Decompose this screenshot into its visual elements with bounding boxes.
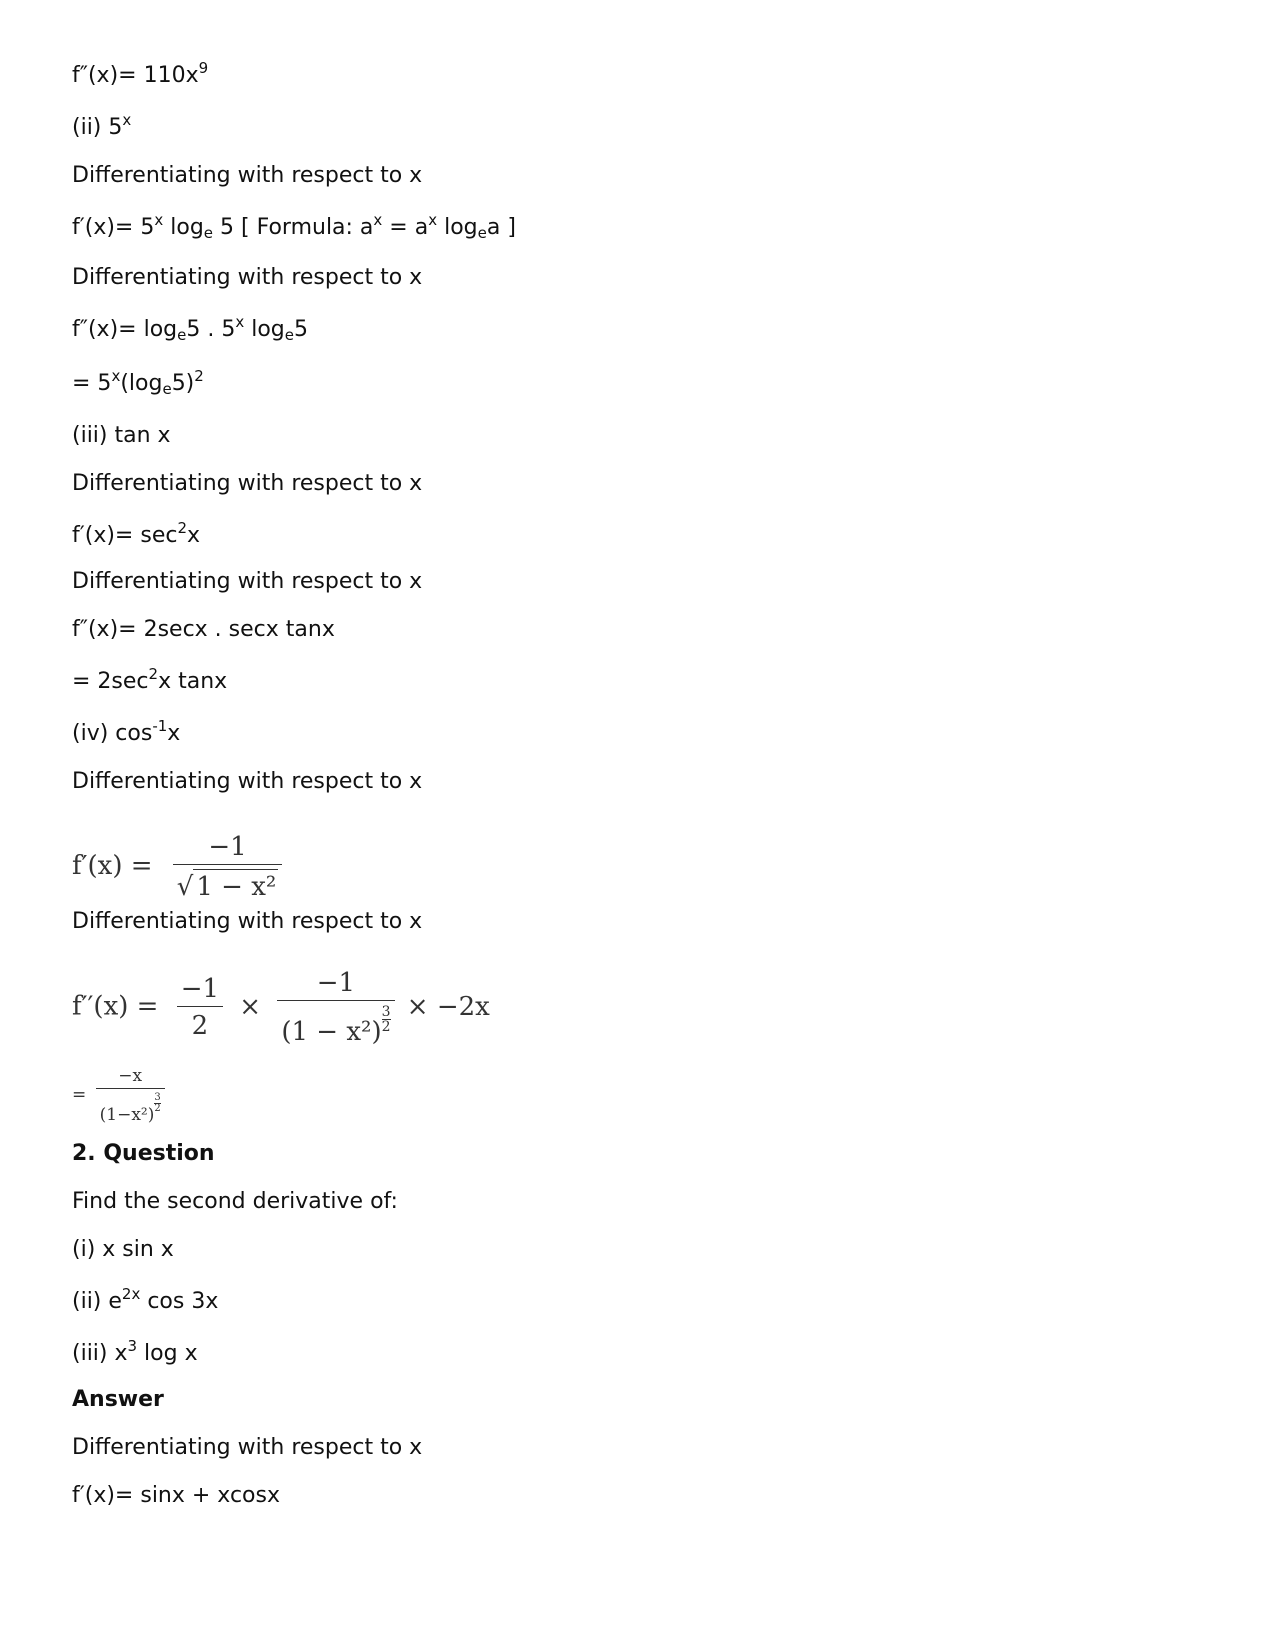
part-iv-label: (iv) $\cos^{-1}x$ xyxy=(72,717,181,746)
second-derivative-equation xyxy=(72,968,490,1047)
final-equation xyxy=(72,1066,165,1125)
question-prompt: Find the second derivative of: xyxy=(72,1189,398,1214)
equation-lhs: f′(x) = xyxy=(72,851,153,881)
part-ii-label: (ii) 5$^x$ xyxy=(72,111,132,140)
answer-heading: Answer xyxy=(72,1387,164,1412)
exponent-fraction: $\frac{3}{2}$ xyxy=(381,1004,391,1035)
denominator: 2 xyxy=(177,1006,223,1041)
equals-sign: = xyxy=(72,1085,87,1105)
question-part-ii: (ii) $e^{2x}$ cos 3x xyxy=(72,1285,219,1314)
square-root xyxy=(177,869,279,902)
radical-sign: √ xyxy=(176,872,194,902)
first-derivative-line: $f'(x)= 5^x$ $\log_e 5$ [ Formula: $a^x = a^x$ $\log_ea$ ] xyxy=(72,211,516,242)
equation-lhs: f′′(x) = xyxy=(72,991,159,1022)
question-heading: 2. Question xyxy=(72,1141,215,1166)
diff-line: Differentiating with respect to x xyxy=(72,769,423,794)
fraction xyxy=(277,968,394,1047)
question-part-iii: (iii) $x^3$ log x xyxy=(72,1337,198,1366)
times-sign: × xyxy=(239,991,262,1022)
denominator-base: (1 − x²) xyxy=(281,1017,382,1047)
result-line: = $5^x(\log_e5)^2$ xyxy=(72,367,204,398)
denominator-base: (1−x²) xyxy=(99,1105,155,1125)
first-derivative-equation xyxy=(72,832,282,902)
denominator xyxy=(277,1000,394,1047)
fraction xyxy=(96,1066,165,1125)
diff-line: Differentiating with respect to x xyxy=(72,471,423,496)
diff-line: Differentiating with respect to x xyxy=(72,1435,423,1460)
radicand: 1 − x² xyxy=(193,869,278,902)
numerator: −1 xyxy=(208,832,247,862)
part-iii-label: (iii) tan x xyxy=(72,423,171,448)
first-derivative-line: f′(x)= sinx + xcosx xyxy=(72,1483,280,1508)
second-derivative-line: $f''(x)= 110x^9$ xyxy=(72,59,209,88)
diff-line: Differentiating with respect to x xyxy=(72,163,423,188)
denominator xyxy=(96,1088,165,1125)
times-term: × −2x xyxy=(406,991,490,1022)
numerator: −1 xyxy=(180,974,220,1004)
second-derivative-line: $f''(x)= \log_e5$ . 5$^x$ $\log_e5$ xyxy=(72,313,308,344)
numerator: −x xyxy=(118,1066,143,1086)
exponent-fraction: $\frac{3}{2}$ xyxy=(154,1092,161,1114)
first-derivative-line: $f'(x)= \sec^2x$ xyxy=(72,519,201,548)
second-derivative-line: f″(x)= 2secx . secx tanx xyxy=(72,617,335,642)
numerator: −1 xyxy=(316,968,356,998)
result-line: = $2\sec^2x$ tanx xyxy=(72,665,228,694)
fraction xyxy=(177,974,223,1041)
denominator xyxy=(173,864,283,902)
fraction xyxy=(173,832,283,902)
question-part-i: (i) x sin x xyxy=(72,1237,174,1262)
diff-line: Differentiating with respect to x xyxy=(72,265,423,290)
diff-line: Differentiating with respect to x xyxy=(72,909,423,934)
diff-line: Differentiating with respect to x xyxy=(72,569,423,594)
